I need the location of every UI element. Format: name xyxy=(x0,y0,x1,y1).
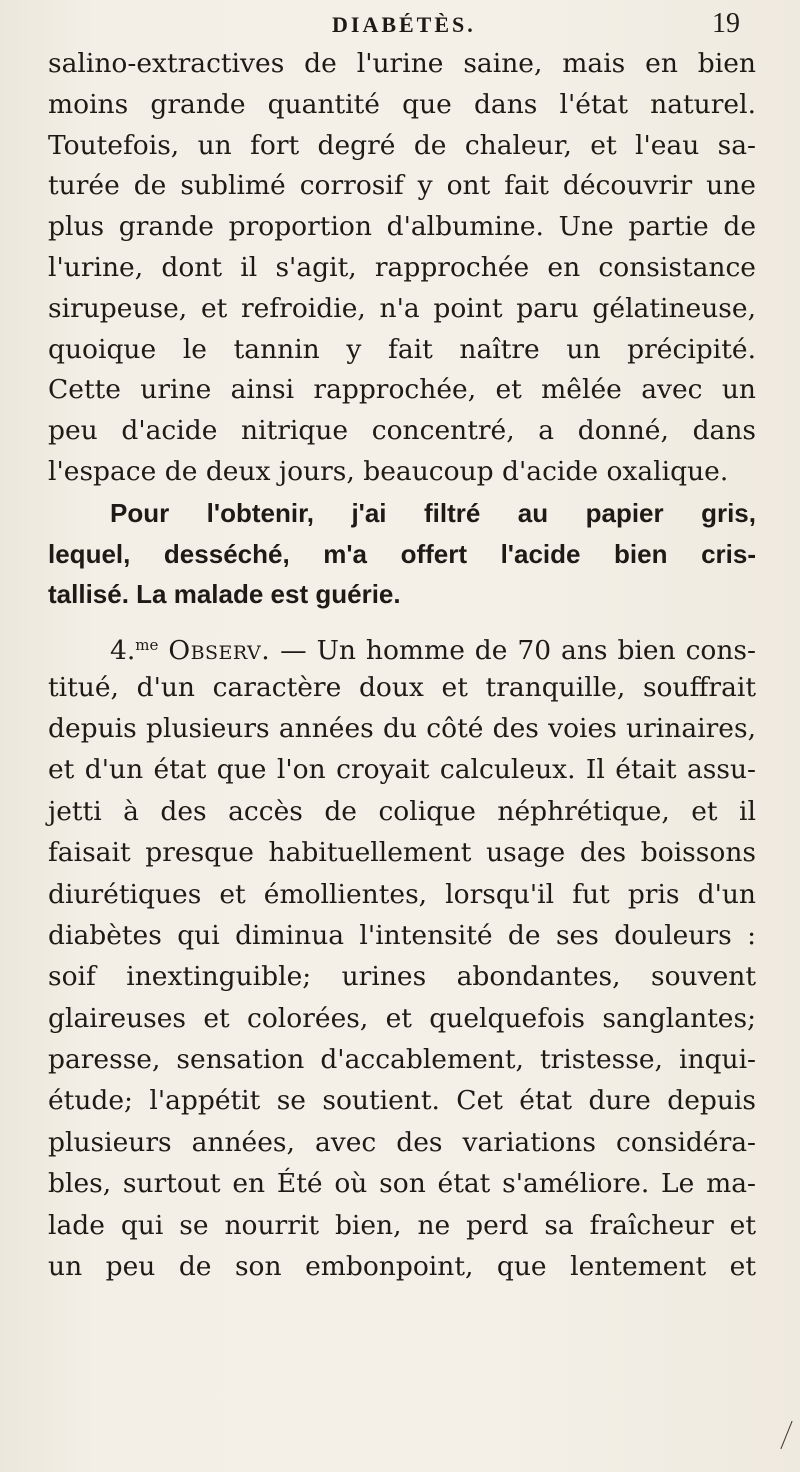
text-line: glaireuses et colorées, et quelquefois sanglantes; xyxy=(48,1002,756,1034)
text-line: diabètes qui diminua l'intensité de ses douleurs : xyxy=(48,919,756,951)
paragraph-oxalic-acid xyxy=(48,493,756,615)
text-line: Cette urine ainsi rapprochée, et mêlée avec un xyxy=(48,374,756,406)
text-line: soif inextinguible; urines abondantes, souvent xyxy=(48,961,756,993)
text-line: Toutefois, un fort degré de chaleur, et l'eau sa- xyxy=(48,129,756,161)
margin-pencil-mark xyxy=(780,1421,792,1449)
text-line: peu d'acide nitrique concentré, a donné, dans xyxy=(48,415,756,447)
text-line: quoique le tannin y fait naître un précipité. xyxy=(48,333,756,365)
text-line: moins grande quantité que dans l'état naturel. xyxy=(48,88,756,120)
text-line: titué, d'un caractère doux et tranquille, souffrait xyxy=(48,671,756,703)
observation-heading-line xyxy=(48,625,756,666)
text-line: salino-extractives de l'urine saine, mais en bien xyxy=(48,48,756,79)
text-line: lequel, desséché, m'a offert l'acide bien cris- xyxy=(48,538,756,569)
text-line: bles, surtout en Été où son état s'améliore. Le ma- xyxy=(48,1168,756,1200)
body-text xyxy=(48,44,756,1287)
observation-number: 4. xyxy=(110,635,136,667)
text-line: Pour l'obtenir, j'ai filtré au papier gris, xyxy=(110,497,756,528)
observation-ordinal-suffix: me xyxy=(135,636,159,655)
text-line: lade qui se nourrit bien, ne perd sa fraîcheur et xyxy=(48,1209,756,1241)
text-line: tallisé. La malade est guérie. xyxy=(48,579,401,610)
running-head-title: DIABÉTÈS. xyxy=(332,12,476,37)
paragraph-observation-4 xyxy=(48,625,756,1287)
text-line: l'espace de deux jours, beaucoup d'acide oxalique. xyxy=(48,455,729,487)
text-line: et d'un état que l'on croyait calculeux. Il était assu- xyxy=(48,754,756,786)
text-line: l'urine, dont il s'agit, rapprochée en consistance xyxy=(48,251,756,283)
paragraph-urine-analysis xyxy=(48,44,756,493)
text-line: diurétiques et émollientes, lorsqu'il fut pris d'un xyxy=(48,878,756,910)
text-line: jetti à des accès de colique néphrétique, et il xyxy=(48,795,756,827)
text-line: sirupeuse, et refroidie, n'a point paru gélatineuse, xyxy=(48,292,756,324)
text-line: plusieurs années, avec des variations considéra- xyxy=(48,1126,756,1158)
text-line: faisait presque habituellement usage des boissons xyxy=(48,837,756,869)
text-line: plus grande proportion d'albumine. Une partie de xyxy=(48,211,756,243)
text-line: étude; l'appétit se soutient. Cet état dure depuis xyxy=(48,1085,756,1117)
text-line: depuis plusieurs années du côté des voies urinaires, xyxy=(48,712,756,744)
text-line: turée de sublimé corrosif y ont fait découvrir une xyxy=(48,170,756,202)
text-line: un peu de son embonpoint, que lentement et xyxy=(48,1251,756,1283)
text-line: paresse, sensation d'accablement, tristesse, inqui- xyxy=(48,1044,756,1076)
observation-heading-text: — Un homme de 70 ans bien cons- xyxy=(270,635,756,667)
page-number: 19 xyxy=(712,8,740,39)
observation-label: Observ. xyxy=(168,635,271,667)
running-head xyxy=(0,6,800,46)
